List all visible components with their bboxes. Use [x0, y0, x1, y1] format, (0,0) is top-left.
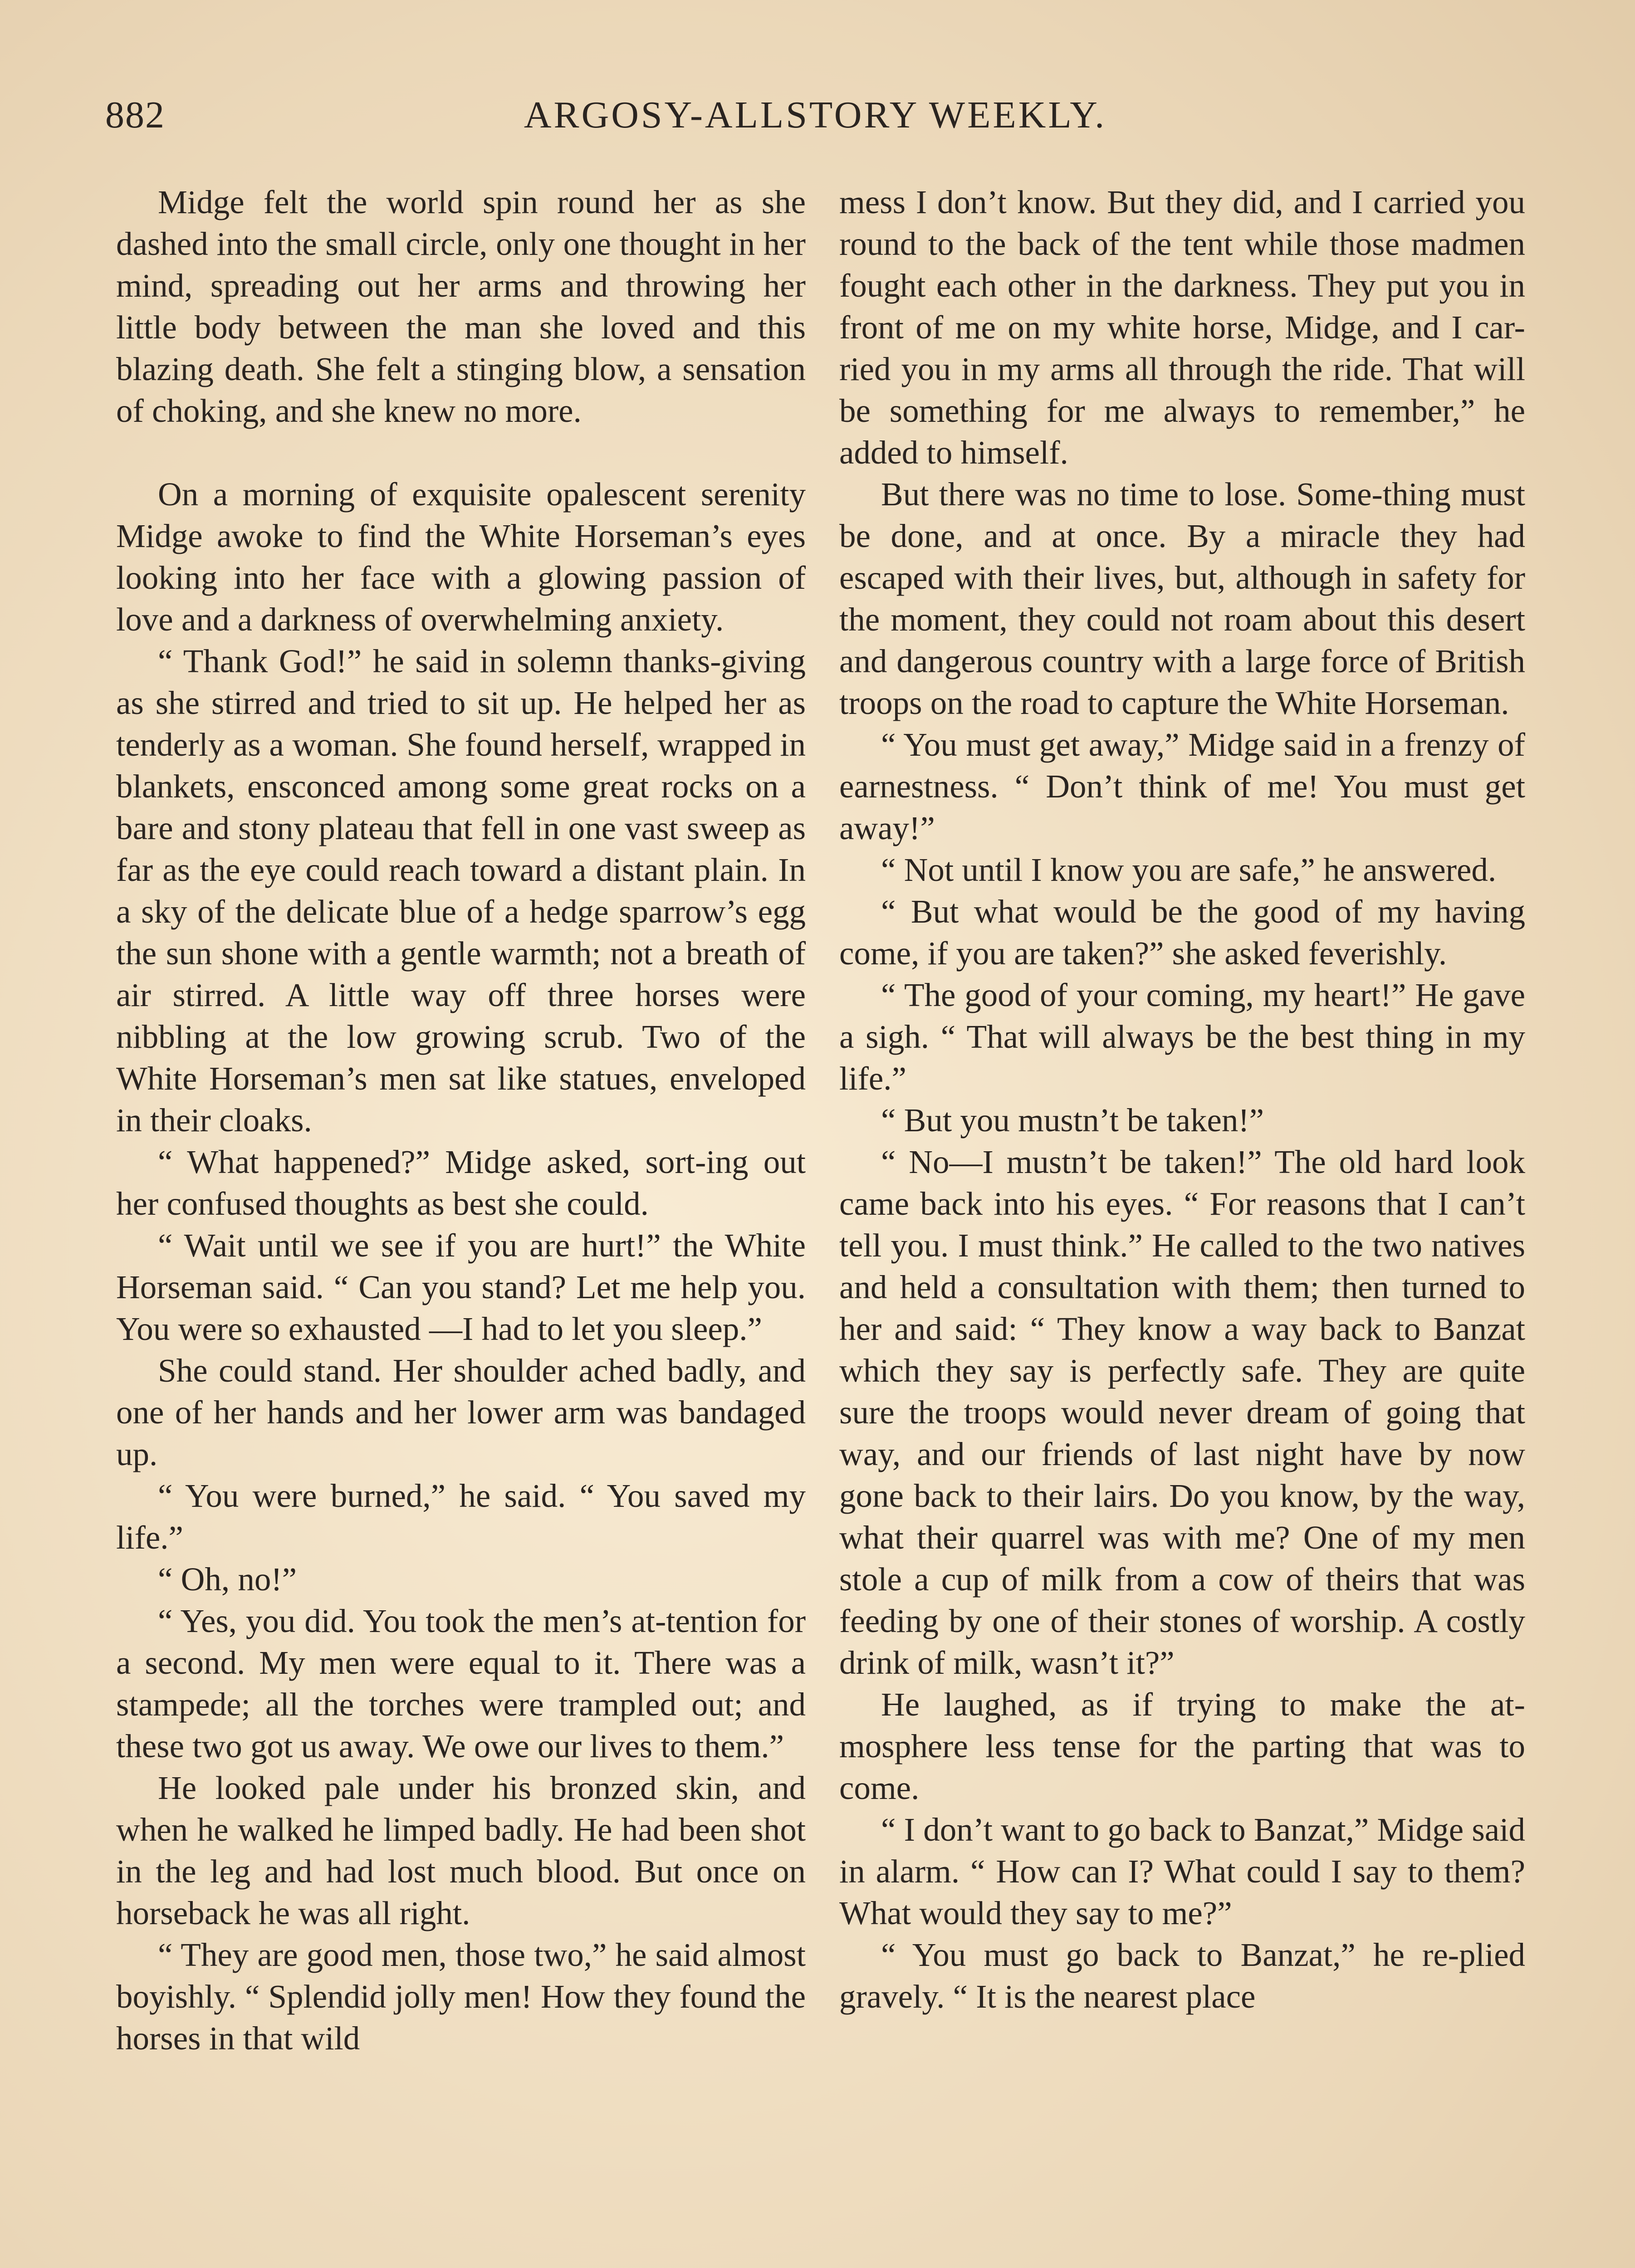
page-number: 882 — [105, 94, 165, 136]
paragraph: “ You must go back to Banzat,” he re-plied gravely. “ It is the nearest place — [839, 1936, 1525, 2015]
paragraph: “ They are good men, those two,” he said almost boyishly. “ Splendid jolly men! How they found the horses in that wild — [116, 1936, 806, 2057]
paragraph: “ No—I mustn’t be taken!” The old hard look came back into his eyes. “ For reasons that I can’t tell you. I must think.” He called to the two natives and held a consultation with them; then turned to her and said: “ They know a way back to Banzat which they say is perfectly safe. They are quite sure the troops would never dream of going that way, and our friends of last night have by now gone back to their lairs. Do you know, by the way, what their quarrel was with me? One of my men stole a cup of milk from a cow of theirs that was feeding by one of their stones of worship. A costly drink of milk, wasn’t it?” — [839, 1144, 1525, 1681]
running-title: ARGOSY-ALLSTORY WEEKLY. — [524, 94, 1107, 136]
left-column — [116, 181, 806, 2059]
paragraph: mess I don’t know. But they did, and I carried you round to the back of the tent while those madmen fought each other in the darkness. They put you in front of me on my white horse, Midge, and I car-ried you in my arms all through the ride. That will be something for me always to remember,” he added to himself. — [839, 184, 1525, 471]
paragraph: “ Wait until we see if you are hurt!” the White Horseman said. “ Can you stand? Let me help you. You were so exhausted —I had to let you sleep.” — [116, 1227, 806, 1347]
paragraph: “ You must get away,” Midge said in a frenzy of earnestness. “ Don’t think of me! You must get away!” — [839, 726, 1525, 846]
paragraph: “ You were burned,” he said. “ You saved my life.” — [116, 1477, 806, 1556]
paragraph: “ What happened?” Midge asked, sort-ing out her confused thoughts as best she could. — [116, 1144, 806, 1222]
paragraph: “ I don’t want to go back to Banzat,” Midge said in alarm. “ How can I? What could I say to them? What would they say to me?” — [839, 1811, 1525, 1931]
paragraph: “ Oh, no!” — [158, 1561, 297, 1598]
paragraph: “ But you mustn’t be taken!” — [881, 1102, 1264, 1139]
paragraph: “ The good of your coming, my heart!” He gave a sigh. “ That will always be the best thing in my life.” — [839, 977, 1525, 1097]
paragraph: He looked pale under his bronzed skin, and when he walked he limped badly. He had been shot in the leg and had lost much blood. But once on horseback he was all right. — [116, 1769, 806, 1931]
paragraph: He laughed, as if trying to make the at-mosphere less tense for the parting that was to come. — [839, 1686, 1525, 1806]
paragraph: Midge felt the world spin round her as she dashed into the small circle, only one thought in her mind, spreading out her arms and throwing her little body between the man she loved and this blazing death. She felt a stinging blow, a sensation of choking, and she knew no more. — [116, 184, 806, 429]
page-header — [105, 93, 1525, 143]
paragraph: On a morning of exquisite opalescent serenity Midge awoke to find the White Horseman’s eyes looking into her face with a glowing passion of love and a darkness of overwhelming anxiety. — [116, 476, 806, 638]
paragraph: “ Not until I know you are safe,” he answered. — [881, 851, 1497, 888]
paragraph: “ Yes, you did. You took the men’s at-tention for a second. My men were equal to it. There was a stampede; all the torches were trampled out; and these two got us away. We owe our lives to them.” — [116, 1603, 806, 1765]
paragraph: She could stand. Her shoulder ached badly, and one of her hands and her lower arm was bandaged up. — [116, 1352, 806, 1472]
paragraph: “ But what would be the good of my having come, if you are taken?” she asked feverishly. — [839, 893, 1525, 972]
paragraph: “ Thank God!” he said in solemn thanks-giving as she stirred and tried to sit up. He helped her as tenderly as a woman. She found herself, wrapped in blankets, ensconced among some great rocks on a bare and stony plateau that fell in one vast sweep as far as the eye could reach toward a distant plain. In a sky of the delicate blue of a hedge sparrow’s egg the sun shone with a gentle warmth; not a breath of air stirred. A little way off three horses were nibbling at the low growing scrub. Two of the White Horseman’s men sat like statues, enveloped in their cloaks. — [116, 643, 806, 1139]
paragraph: But there was no time to lose. Some-thing must be done, and at once. By a miracle they had escaped with their lives, but, although in safety for the moment, they could not roam about this desert and dangerous country with a large force of British troops on the road to capture the White Horseman. — [839, 476, 1525, 721]
right-column — [839, 181, 1525, 2018]
